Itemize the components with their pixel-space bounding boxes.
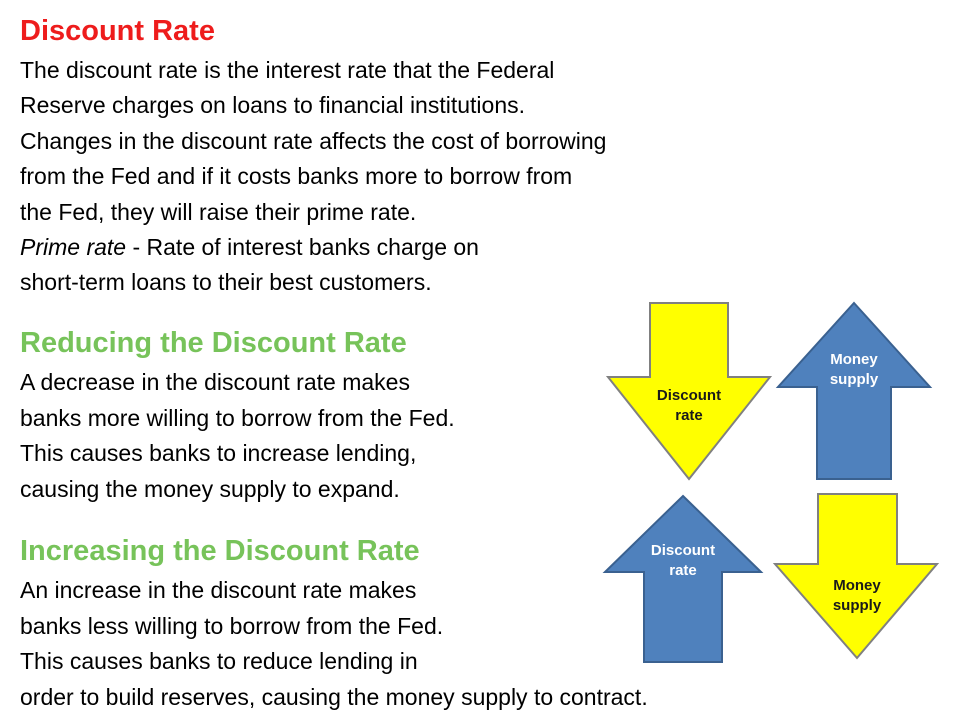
discount-rate-up-arrow <box>601 494 765 664</box>
money-supply-up-arrow <box>774 301 934 481</box>
increasing-text-line-2: banks less willing to borrow from the Fed. <box>20 613 444 639</box>
money-supply-label-1: Money <box>830 351 878 368</box>
money-supply-label-2: supply <box>832 597 882 614</box>
discount-rate-down-arrow <box>604 301 774 481</box>
discount-rate-text-line-2: Reserve charges on loans to financial institutions. <box>20 92 526 118</box>
discount-rate-text-line-1: The discount rate is the interest rate that the Federal <box>20 57 555 83</box>
increasing-text-line-4: order to build reserves, causing the money supply to contract. <box>20 684 648 710</box>
money-supply-label-1: Money <box>833 577 881 594</box>
money-supply-label-2: supply <box>829 371 879 388</box>
discount-rate-text-line-3: Changes in the discount rate affects the cost of borrowing <box>20 128 607 154</box>
discount-rate-label-1: Discount <box>650 542 716 559</box>
discount-rate-heading: Discount Rate <box>20 15 215 47</box>
prime-rate-definition-text: - Rate of interest banks charge on <box>126 234 479 260</box>
discount-rate-label-1: Discount <box>656 387 722 404</box>
prime-rate-definition <box>20 232 479 262</box>
increasing-text-line-3: This causes banks to reduce lending in <box>20 648 418 674</box>
increasing-text-line-1: An increase in the discount rate makes <box>20 577 417 603</box>
money-supply-down-arrow <box>771 492 941 660</box>
discount-rate-text-line-5: the Fed, they will raise their prime rate. <box>20 199 417 225</box>
prime-rate-term: Prime rate <box>20 234 127 260</box>
discount-rate-label-2: rate <box>669 562 697 579</box>
reducing-text-line-1: A decrease in the discount rate makes <box>20 369 410 395</box>
reducing-text-line-2: banks more willing to borrow from the Fed. <box>20 405 455 431</box>
reducing-discount-rate-heading: Reducing the Discount Rate <box>20 327 407 359</box>
prime-rate-definition-line-2: short-term loans to their best customers. <box>20 269 432 295</box>
discount-rate-text-line-4: from the Fed and if it costs banks more to borrow from <box>20 163 573 189</box>
reducing-text-line-4: causing the money supply to expand. <box>20 476 400 502</box>
discount-rate-label-2: rate <box>675 407 703 424</box>
reducing-text-line-3: This causes banks to increase lending, <box>20 440 417 466</box>
increasing-discount-rate-heading: Increasing the Discount Rate <box>20 535 420 567</box>
